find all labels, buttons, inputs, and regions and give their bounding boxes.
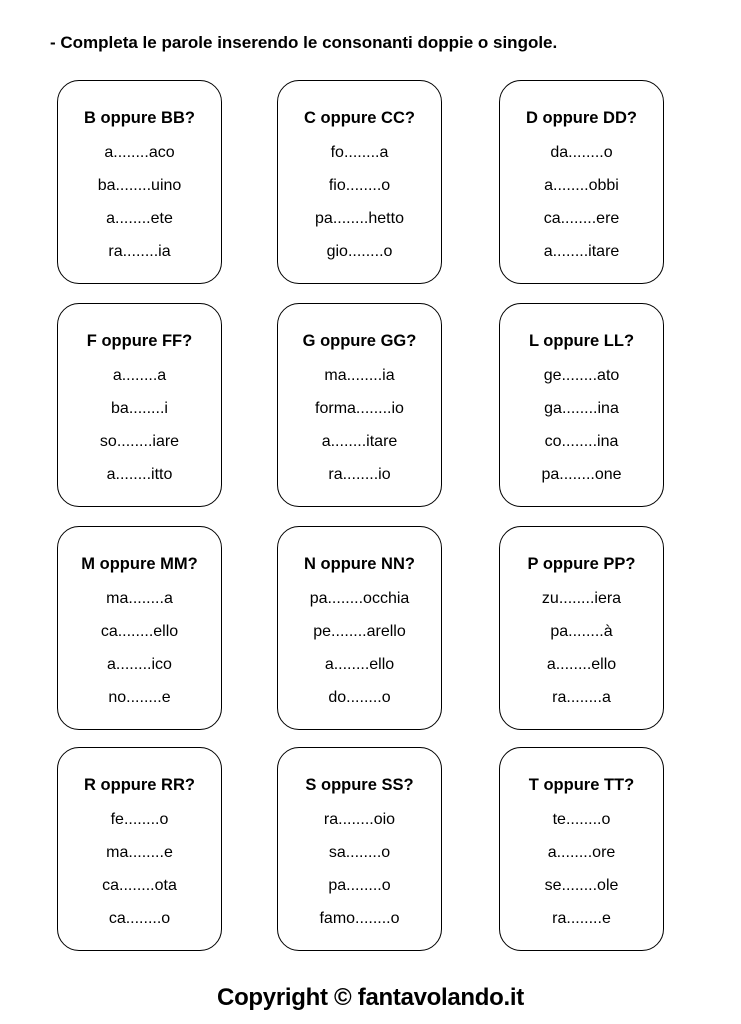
card-title: F oppure FF? <box>86 332 193 350</box>
instruction-text: - Completa le parole inserendo le consonanti doppie o singole. <box>50 33 558 52</box>
exercise-card <box>277 747 442 951</box>
fill-in-word: se........ole <box>544 877 619 894</box>
fill-in-word: ra........oio <box>323 811 396 828</box>
exercise-card <box>499 80 664 284</box>
fill-in-word: ca........ota <box>102 877 177 894</box>
fill-in-word: ge........ato <box>543 367 620 384</box>
fill-in-word: a........ico <box>107 656 172 673</box>
exercise-card <box>499 526 664 730</box>
fill-in-word: ga........ina <box>544 400 619 417</box>
exercise-card <box>57 303 222 507</box>
fill-in-word: a........a <box>112 367 167 384</box>
copyright-footer: Copyright © fantavolando.it <box>217 984 524 1011</box>
fill-in-word: te........o <box>552 811 611 828</box>
fill-in-word: pa........o <box>328 877 391 894</box>
fill-in-word: famo........o <box>319 910 400 927</box>
exercise-card <box>57 80 222 284</box>
fill-in-word: ca........o <box>108 910 171 927</box>
fill-in-word: fe........o <box>110 811 169 828</box>
fill-in-word: pa........hetto <box>315 210 404 227</box>
fill-in-word: co........ina <box>544 433 619 450</box>
fill-in-word: ra........e <box>552 910 611 927</box>
fill-in-word: a........itare <box>543 243 620 260</box>
exercise-card <box>277 80 442 284</box>
fill-in-word: sa........o <box>328 844 391 861</box>
card-title: R oppure RR? <box>84 776 195 794</box>
fill-in-word: a........ello <box>546 656 617 673</box>
fill-in-word: do........o <box>328 689 391 706</box>
card-title: T oppure TT? <box>528 776 635 794</box>
card-title: L oppure LL? <box>528 332 635 350</box>
card-title: D oppure DD? <box>526 109 637 127</box>
fill-in-word: ca........ere <box>543 210 620 227</box>
fill-in-word: ra........io <box>328 466 391 483</box>
card-title: S oppure SS? <box>305 776 414 794</box>
exercise-card <box>499 747 664 951</box>
fill-in-word: da........o <box>550 144 613 161</box>
fill-in-word: pa........one <box>541 466 622 483</box>
fill-in-word: a........ore <box>547 844 616 861</box>
fill-in-word: ba........i <box>111 400 168 417</box>
fill-in-word: a........obbi <box>544 177 619 194</box>
card-title: M oppure MM? <box>81 555 198 573</box>
card-title: B oppure BB? <box>84 109 195 127</box>
card-title: N oppure NN? <box>304 555 415 573</box>
fill-in-word: so........iare <box>99 433 180 450</box>
fill-in-word: ra........a <box>552 689 611 706</box>
exercise-card <box>57 747 222 951</box>
fill-in-word: a........ete <box>106 210 173 227</box>
fill-in-word: a........itto <box>106 466 173 483</box>
card-title: G oppure GG? <box>302 332 417 350</box>
fill-in-word: ra........ia <box>108 243 171 260</box>
fill-in-word: ma........a <box>106 590 173 607</box>
fill-in-word: pa........occhia <box>309 590 410 607</box>
exercise-card <box>277 526 442 730</box>
fill-in-word: fio........o <box>328 177 391 194</box>
card-title: C oppure CC? <box>304 109 415 127</box>
fill-in-word: ca........ello <box>100 623 179 640</box>
fill-in-word: forma........io <box>315 400 404 417</box>
fill-in-word: pe........arello <box>313 623 406 640</box>
exercise-card <box>499 303 664 507</box>
fill-in-word: a........ello <box>324 656 395 673</box>
fill-in-word: no........e <box>108 689 171 706</box>
fill-in-word: gio........o <box>326 243 393 260</box>
fill-in-word: a........itare <box>321 433 398 450</box>
fill-in-word: a........aco <box>104 144 175 161</box>
fill-in-word: ma........ia <box>324 367 395 384</box>
fill-in-word: fo........a <box>330 144 389 161</box>
fill-in-word: zu........iera <box>541 590 622 607</box>
fill-in-word: ba........uino <box>97 177 182 194</box>
fill-in-word: pa........à <box>550 623 613 640</box>
exercise-card <box>57 526 222 730</box>
fill-in-word: ma........e <box>106 844 173 861</box>
exercise-card <box>277 303 442 507</box>
card-title: P oppure PP? <box>527 555 636 573</box>
